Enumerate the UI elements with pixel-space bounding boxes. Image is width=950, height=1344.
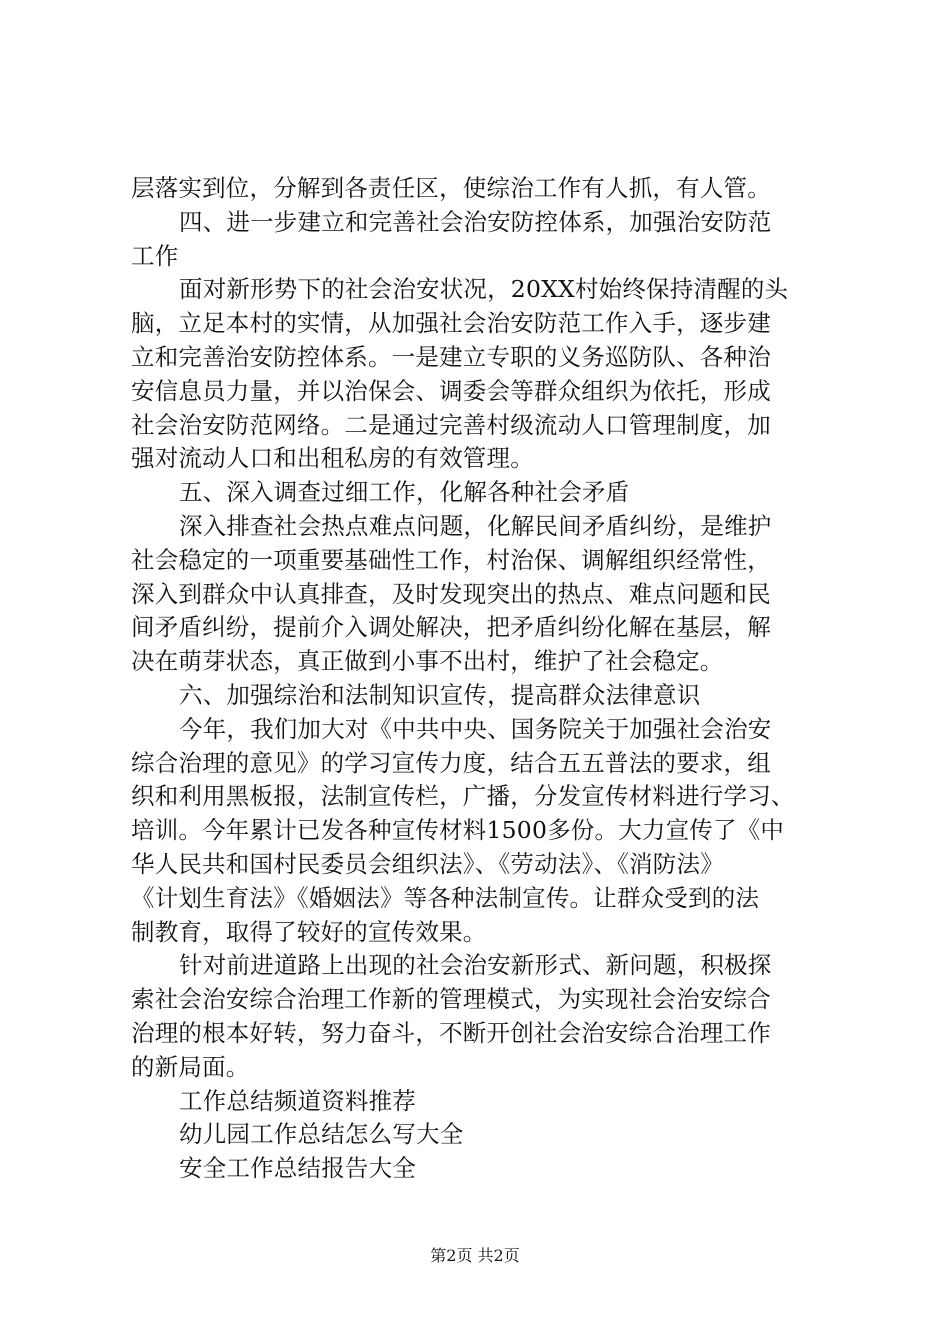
section-heading: 六、加强综治和法制知识宣传，提高群众法律意识: [179, 680, 701, 709]
recommend-link[interactable]: 安全工作总结报告大全: [179, 1154, 416, 1183]
text-line: 深入排查社会热点难点问题，化解民间矛盾纠纷，是维护: [179, 511, 772, 540]
text-line: 针对前进道路上出现的社会治安新形式、新问题，积极探: [179, 951, 772, 980]
text-line: 立和完善治安防控体系。一是建立专职的义务巡防队、各种治: [131, 342, 771, 371]
text-line: 社会稳定的一项重要基础性工作，村治保、调解组织经常性，: [131, 545, 771, 574]
recommend-link[interactable]: 幼儿园工作总结怎么写大全: [179, 1120, 464, 1149]
text-line: 脑，立足本村的实情，从加强社会治安防范工作入手，逐步建: [131, 309, 771, 338]
text-line: 层落实到位，分解到各责任区，使综治工作有人抓，有人管。: [131, 174, 771, 202]
text-line: 工作: [131, 241, 179, 270]
text-line: 华人民共和国村民委员会组织法》、《劳动法》、《消防法》: [131, 849, 724, 878]
text-line: 索社会治安综合治理工作新的管理模式，为实现社会治安综合: [131, 985, 771, 1014]
page-number: 第2页 共2页: [430, 1246, 520, 1265]
text-line: 今年，我们加大对《中共中央、国务院关于加强社会治安: [179, 714, 772, 743]
text-line: 制教育，取得了较好的宣传效果。: [131, 917, 487, 946]
text-line: 深入到群众中认真排查，及时发现突出的热点、难点问题和民: [131, 579, 771, 608]
recommend-heading: 工作总结频道资料推荐: [179, 1086, 416, 1115]
text-line: 织和利用黑板报，法制宣传栏，广播，分发宣传材料进行学习、: [131, 782, 795, 811]
text-line: 面对新形势下的社会治安状况，20XX村始终保持清醒的头: [179, 275, 789, 304]
text-line: 强对流动人口和出租私房的有效管理。: [131, 444, 534, 473]
document-body: [131, 172, 831, 1186]
text-line: 社会治安防范网络。二是通过完善村级流动人口管理制度，加: [131, 410, 771, 439]
text-line: 安信息员力量，并以治保会、调委会等群众组织为依托，形成: [131, 376, 771, 405]
text-line: 的新局面。: [131, 1052, 250, 1081]
text-line: 决在萌芽状态，真正做到小事不出村，维护了社会稳定。: [131, 647, 724, 676]
section-heading: 五、深入调查过细工作，化解各种社会矛盾: [179, 478, 630, 507]
text-line: 间矛盾纠纷，提前介入调处解决，把矛盾纠纷化解在基层，解: [131, 613, 771, 642]
text-line: 治理的根本好转，努力奋斗，不断开创社会治安综合治理工作: [131, 1018, 771, 1047]
text-line: 《计划生育法》《婚姻法》等各种法制宣传。让群众受到的法: [131, 883, 760, 912]
section-heading: 四、进一步建立和完善社会治安防控体系，加强治安防范: [179, 207, 772, 236]
text-line: 综合治理的意见》的学习宣传力度，结合五五普法的要求，组: [131, 748, 771, 777]
text-line: 培训。今年累计已发各种宣传材料1500多份。大力宣传了《中: [131, 816, 785, 845]
